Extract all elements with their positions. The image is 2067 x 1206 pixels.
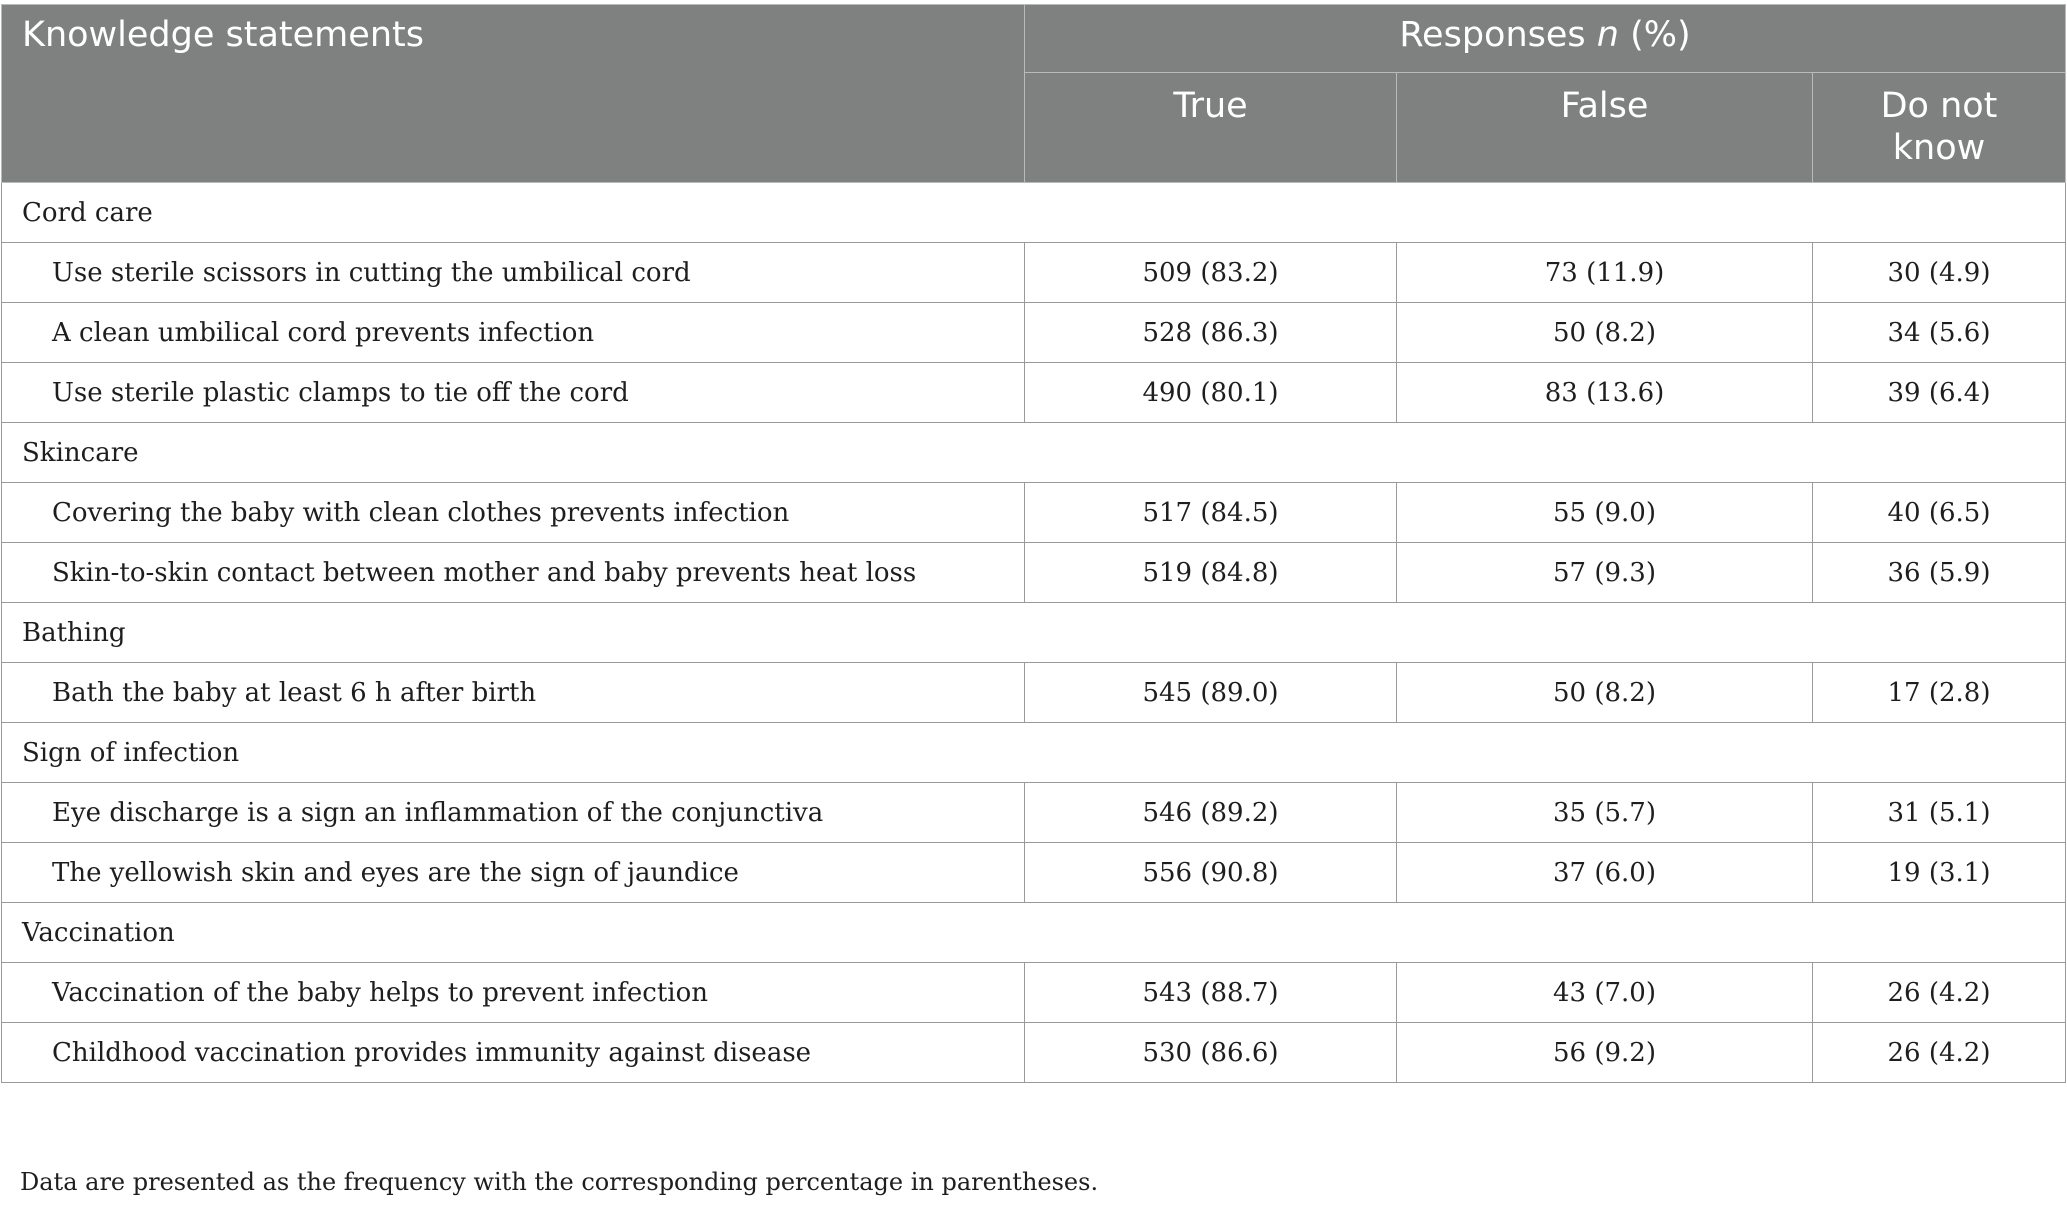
- false-cell: 35 (5.7): [1397, 783, 1813, 843]
- section-row-skincare: [2, 423, 2066, 483]
- table-header: [2, 5, 2066, 183]
- true-cell: 530 (86.6): [1025, 1023, 1397, 1083]
- do-not-know-cell: 26 (4.2): [1813, 963, 2066, 1023]
- do-not-know-cell: 36 (5.9): [1813, 543, 2066, 603]
- statement-cell: A clean umbilical cord prevents infection: [2, 303, 1025, 363]
- section-row-vaccination: [2, 903, 2066, 963]
- statement-cell: Childhood vaccination provides immunity against disease: [2, 1023, 1025, 1083]
- table-footnote: Data are presented as the frequency with the corresponding percentage in parentheses.: [20, 1168, 1099, 1196]
- false-cell: 50 (8.2): [1397, 663, 1813, 723]
- false-cell: 73 (11.9): [1397, 243, 1813, 303]
- true-cell: 528 (86.3): [1025, 303, 1397, 363]
- do-not-know-cell: 40 (6.5): [1813, 483, 2066, 543]
- table-row: [2, 1023, 2066, 1083]
- true-cell: 517 (84.5): [1025, 483, 1397, 543]
- table-row: [2, 543, 2066, 603]
- do-not-know-cell: 31 (5.1): [1813, 783, 2066, 843]
- section-title: Skincare: [2, 423, 2066, 483]
- false-cell: 50 (8.2): [1397, 303, 1813, 363]
- section-title: Cord care: [2, 183, 2066, 243]
- section-row-bathing: [2, 603, 2066, 663]
- header-true: True: [1025, 73, 1397, 183]
- table-row: [2, 843, 2066, 903]
- statement-cell: Use sterile plastic clamps to tie off the cord: [2, 363, 1025, 423]
- statement-cell: The yellowish skin and eyes are the sign of jaundice: [2, 843, 1025, 903]
- false-cell: 43 (7.0): [1397, 963, 1813, 1023]
- section-title: Vaccination: [2, 903, 2066, 963]
- do-not-know-cell: 26 (4.2): [1813, 1023, 2066, 1083]
- false-cell: 55 (9.0): [1397, 483, 1813, 543]
- true-cell: 490 (80.1): [1025, 363, 1397, 423]
- statement-cell: Covering the baby with clean clothes prevents infection: [2, 483, 1025, 543]
- statement-cell: Vaccination of the baby helps to prevent infection: [2, 963, 1025, 1023]
- statement-cell: Skin-to-skin contact between mother and baby prevents heat loss: [2, 543, 1025, 603]
- header-knowledge-statements: Knowledge statements: [2, 5, 1025, 183]
- table-row: [2, 483, 2066, 543]
- true-cell: 556 (90.8): [1025, 843, 1397, 903]
- table-row: [2, 963, 2066, 1023]
- header-responses: Responses n (%): [1025, 5, 2066, 73]
- false-cell: 57 (9.3): [1397, 543, 1813, 603]
- header-responses-n: n: [1596, 15, 1619, 55]
- statement-cell: Eye discharge is a sign an inflammation of the conjunctiva: [2, 783, 1025, 843]
- table-row: [2, 243, 2066, 303]
- do-not-know-cell: 34 (5.6): [1813, 303, 2066, 363]
- true-cell: 509 (83.2): [1025, 243, 1397, 303]
- table-body: [2, 183, 2066, 1083]
- true-cell: 543 (88.7): [1025, 963, 1397, 1023]
- false-cell: 56 (9.2): [1397, 1023, 1813, 1083]
- do-not-know-cell: 19 (3.1): [1813, 843, 2066, 903]
- section-row-sign-of-infection: [2, 723, 2066, 783]
- section-title: Bathing: [2, 603, 2066, 663]
- section-title: Sign of infection: [2, 723, 2066, 783]
- false-cell: 83 (13.6): [1397, 363, 1813, 423]
- statement-cell: Bath the baby at least 6 h after birth: [2, 663, 1025, 723]
- statement-cell: Use sterile scissors in cutting the umbilical cord: [2, 243, 1025, 303]
- do-not-know-cell: 17 (2.8): [1813, 663, 2066, 723]
- true-cell: 519 (84.8): [1025, 543, 1397, 603]
- header-false: False: [1397, 73, 1813, 183]
- false-cell: 37 (6.0): [1397, 843, 1813, 903]
- table-row: [2, 363, 2066, 423]
- header-do-not-know: Do not know: [1813, 73, 2066, 183]
- table-row: [2, 303, 2066, 363]
- do-not-know-cell: 39 (6.4): [1813, 363, 2066, 423]
- true-cell: 545 (89.0): [1025, 663, 1397, 723]
- section-row-cord-care: [2, 183, 2066, 243]
- do-not-know-cell: 30 (4.9): [1813, 243, 2066, 303]
- knowledge-table: [1, 4, 2066, 1083]
- table-row: [2, 783, 2066, 843]
- table-row: [2, 663, 2066, 723]
- true-cell: 546 (89.2): [1025, 783, 1397, 843]
